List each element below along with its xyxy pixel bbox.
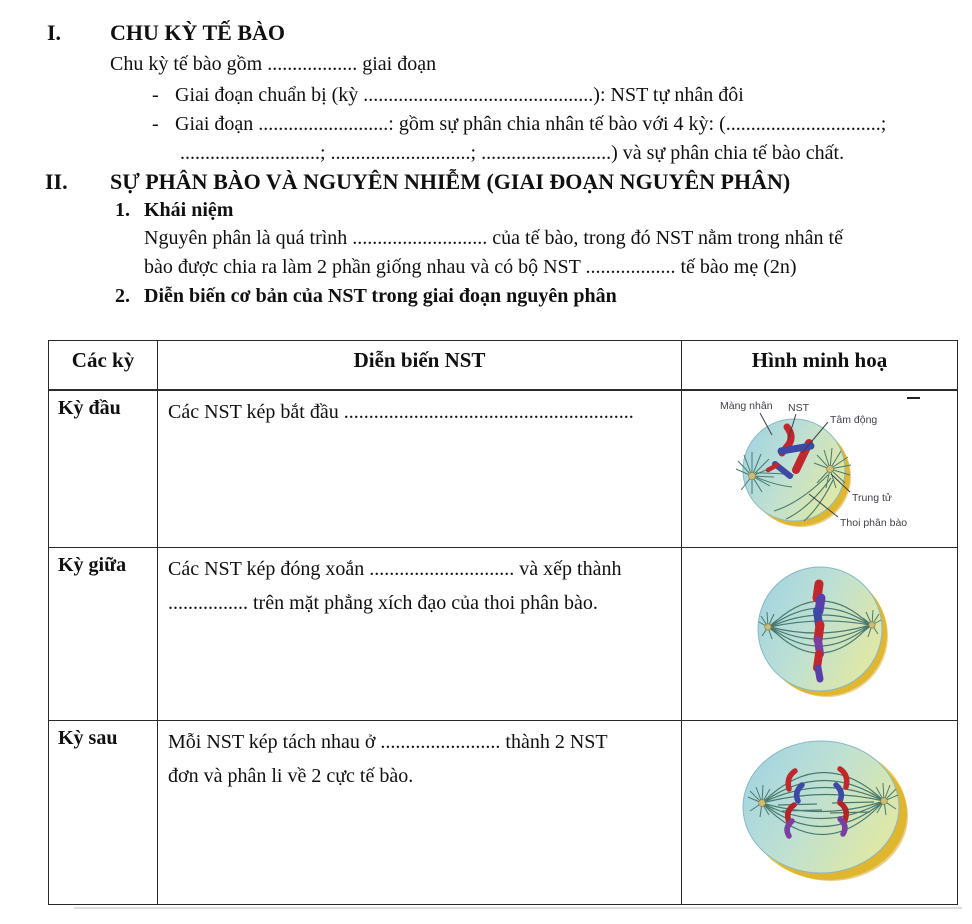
header-figure-column: Hình minh hoạ bbox=[682, 341, 958, 390]
chromosome-label: NST bbox=[788, 401, 809, 414]
section2-numeral: II. bbox=[45, 169, 68, 194]
item2-number: 2. bbox=[115, 285, 130, 307]
header-events-column: Diễn biến NST bbox=[158, 341, 682, 390]
anaphase-figure bbox=[682, 721, 955, 902]
chromosomes-metaphase-plate bbox=[817, 584, 821, 679]
centriole-label: Trung tử bbox=[852, 491, 892, 504]
table-row-anaphase bbox=[49, 721, 958, 905]
section2-title: SỰ PHÂN BÀO VÀ NGUYÊN NHIỄM (GIAI ĐOẠN NGUYÊN PHÂN) bbox=[110, 169, 791, 194]
desc-line: đơn và phân li về 2 cực tế bào. bbox=[168, 765, 414, 787]
phase-name-cell: Kỳ giữa bbox=[49, 548, 158, 721]
phase-figure-cell bbox=[682, 721, 958, 905]
mitosis-phase-table bbox=[48, 340, 958, 905]
phase-figure-cell bbox=[682, 548, 958, 721]
centromere-label: Tâm động bbox=[830, 413, 878, 426]
membrane-label: Màng nhân bbox=[720, 399, 773, 412]
phase-desc-cell bbox=[158, 390, 682, 548]
desc-line: ................ trên mặt phẳng xích đạo của thoi phân bào. bbox=[168, 592, 598, 614]
bullet2-line2: ............................; ............................; ..........................) và sự phân chia tế bào chất. bbox=[180, 142, 845, 164]
table-row-metaphase bbox=[49, 548, 958, 721]
item1-line2: bào được chia ra làm 2 phần giống nhau và có bộ NST .................. tế bào mẹ (2n) bbox=[144, 256, 797, 278]
section1-intro: Chu kỳ tế bào gồm .................. giai đoạn bbox=[110, 53, 437, 75]
phase-name-cell: Kỳ sau bbox=[49, 721, 158, 905]
bullet2-dash: - bbox=[152, 113, 159, 135]
scan-artifact-line bbox=[74, 907, 962, 909]
table-row-prophase bbox=[49, 390, 958, 548]
item2-title: Diễn biến cơ bản của NST trong giai đoạn nguyên phân bbox=[144, 285, 617, 307]
prophase-figure bbox=[682, 391, 955, 546]
section1-numeral: I. bbox=[47, 20, 62, 45]
phase-desc-cell bbox=[158, 721, 682, 905]
desc-line: Các NST kép đóng xoắn ............................. và xếp thành bbox=[168, 558, 622, 580]
item1-line1: Nguyên phân là quá trình ........................... của tế bào, trong đó NST nằm trong nhân tế bbox=[144, 227, 843, 249]
desc-line: Các NST kép bắt đầu .......................................................... bbox=[168, 400, 634, 423]
header-phase-column: Các kỳ bbox=[49, 341, 158, 390]
phase-name-cell: Kỳ đầu bbox=[49, 390, 158, 548]
phase-desc-cell bbox=[158, 548, 682, 721]
item1-title: Khái niệm bbox=[144, 199, 234, 221]
item1-number: 1. bbox=[115, 199, 130, 221]
phase-figure-cell bbox=[682, 390, 958, 548]
bullet1-text: Giai đoạn chuẩn bị (kỳ ..............................................): NST tự nhân đôi bbox=[175, 84, 744, 106]
spindle-label: Thoi phân bào bbox=[840, 516, 908, 529]
desc-line: Mỗi NST kép tách nhau ở ........................ thành 2 NST bbox=[168, 731, 608, 753]
bullet2-line1: Giai đoạn ..........................: gồm sự phân chia nhân tế bào với 4 kỳ: (...............................; bbox=[175, 113, 887, 135]
metaphase-figure bbox=[682, 548, 955, 718]
section1-title: CHU KỲ TẾ BÀO bbox=[110, 20, 286, 45]
table-header-row bbox=[49, 341, 958, 390]
bullet1-dash: - bbox=[152, 84, 159, 106]
